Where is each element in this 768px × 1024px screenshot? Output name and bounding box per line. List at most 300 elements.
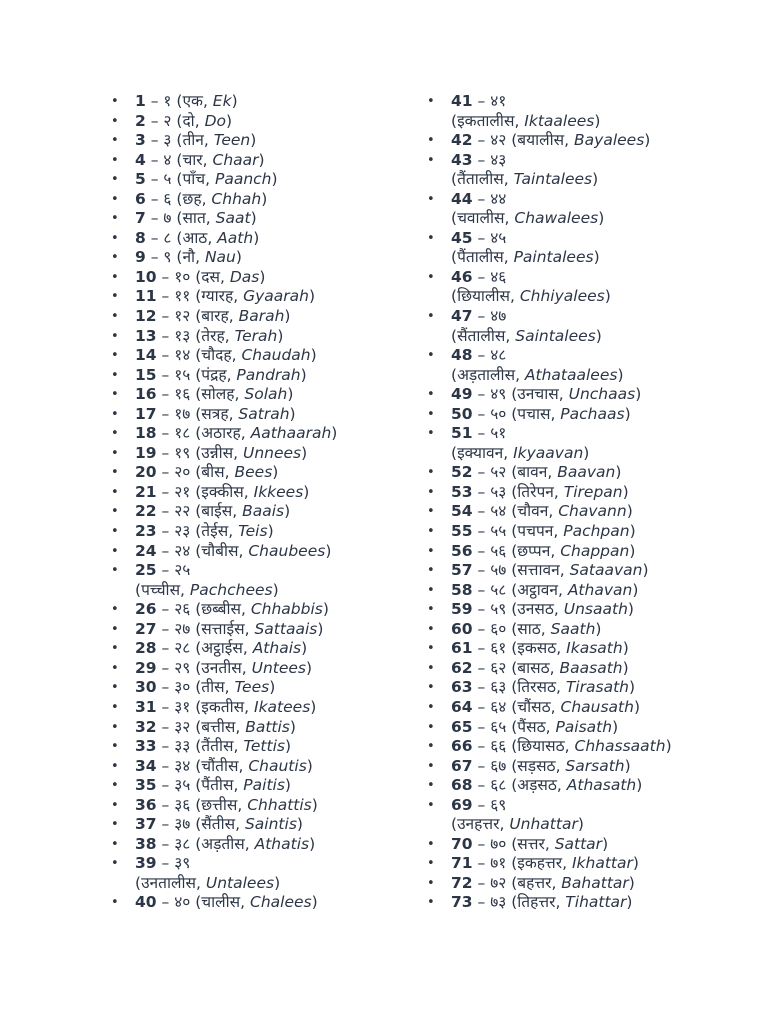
- devanagari-numeral: ६१: [490, 639, 507, 658]
- romanized-word: Bayalees: [574, 131, 645, 150]
- romanized-word: Teen: [213, 131, 251, 150]
- list-item: • 32 – ३२ (बत्तीस, Battis): [135, 718, 425, 738]
- list-item: • 66 – ६६ (छियासठ, Chhassaath): [451, 737, 751, 757]
- number-label: 57: [451, 561, 473, 580]
- romanized-word: Chhattis: [247, 795, 312, 814]
- number-label: 70: [451, 834, 473, 853]
- list-item: • 11 – ११ (ग्यारह, Gyaarah): [135, 287, 425, 307]
- devanagari-numeral: ३८: [174, 834, 191, 853]
- list-item: • 12 – १२ (बारह, Barah): [135, 307, 425, 327]
- hindi-word: तीन: [182, 131, 204, 150]
- hindi-word: बावन: [517, 463, 548, 482]
- devanagari-numeral: ६५: [490, 717, 507, 736]
- devanagari-numeral: २५: [174, 561, 191, 580]
- hindi-word: दस: [201, 267, 221, 286]
- hindi-word: छब्बीस: [201, 600, 241, 619]
- devanagari-numeral: ५६: [490, 541, 507, 560]
- list-item: • 61 – ६१ (इकसठ, Ikasath): [451, 639, 751, 659]
- list-item: • 73 – ७३ (तिहत्तर, Tihattar): [451, 893, 751, 913]
- romanized-word: Chaudah: [241, 346, 311, 365]
- romanized-word: Gyaarah: [243, 287, 309, 306]
- number-label: 27: [135, 619, 157, 638]
- number-label: 61: [451, 639, 473, 658]
- number-label: 36: [135, 795, 157, 814]
- romanized-word: Saath: [550, 619, 596, 638]
- list-item: • 54 – ५४ (चौवन, Chavann): [451, 502, 751, 522]
- number-label: 52: [451, 463, 473, 482]
- devanagari-numeral: ४४: [490, 189, 507, 208]
- numbers-list-left-column: [135, 92, 425, 913]
- list-item: • 31 – ३१ (इकतीस, Ikatees): [135, 698, 425, 718]
- romanized-word: Saat: [215, 209, 251, 228]
- hindi-word: छह: [182, 189, 202, 208]
- list-item: • 36 – ३६ (छत्तीस, Chhattis): [135, 796, 425, 816]
- devanagari-numeral: १०: [174, 267, 191, 286]
- romanized-word: Sataavan: [569, 561, 643, 580]
- devanagari-numeral: ६८: [490, 776, 507, 795]
- list-item: • 65 – ६५ (पैंसठ, Paisath): [451, 718, 751, 738]
- list-item: • 1 – १ (एक, Ek): [135, 92, 425, 112]
- devanagari-numeral: १८: [174, 424, 191, 443]
- number-label: 68: [451, 776, 473, 795]
- hindi-word: छत्तीस: [201, 795, 238, 814]
- devanagari-numeral: ३१: [174, 697, 191, 716]
- romanized-word: Unchaas: [568, 385, 636, 404]
- list-item: • 39 – ३९ (उनतालीस, Untalees): [135, 854, 425, 893]
- devanagari-numeral: २६: [174, 600, 191, 619]
- romanized-word: Do: [204, 111, 226, 130]
- hindi-word: बहत्तर: [517, 873, 552, 892]
- number-label: 9: [135, 248, 146, 267]
- hindi-word: पचपन: [517, 522, 554, 541]
- list-item: • 72 – ७२ (बहत्तर, Bahattar): [451, 874, 751, 894]
- number-label: 1: [135, 92, 146, 110]
- number-label: 42: [451, 131, 473, 150]
- list-item: • 15 – १५ (पंद्रह, Pandrah): [135, 366, 425, 386]
- list-item: • 42 – ४२ (बयालीस, Bayalees): [451, 131, 751, 151]
- hindi-word: दो: [182, 111, 195, 130]
- number-label: 37: [135, 815, 157, 834]
- devanagari-numeral: ३२: [174, 717, 191, 736]
- hindi-word: पाँच: [182, 170, 206, 189]
- number-label: 41: [451, 92, 473, 110]
- list-item: • 43 – ४३ (तैंतालीस, Taintalees): [451, 151, 751, 190]
- list-item: • 23 – २३ (तेईस, Teis): [135, 522, 425, 542]
- devanagari-numeral: ६०: [490, 619, 507, 638]
- number-label: 11: [135, 287, 157, 306]
- hindi-word: चौवन: [517, 502, 549, 521]
- devanagari-numeral: ३७: [174, 815, 191, 834]
- number-label: 48: [451, 346, 473, 365]
- list-item: • 68 – ६८ (अड़सठ, Athasath): [451, 776, 751, 796]
- hindi-word: अड़तीस: [201, 834, 245, 853]
- list-item: • 40 – ४० (चालीस, Chalees): [135, 893, 425, 913]
- list-item: • 47 – ४७ (सैंतालीस, Saintalees): [451, 307, 751, 346]
- romanized-word: Tihattar: [565, 893, 627, 912]
- hindi-word: उनचास: [517, 385, 559, 404]
- list-item: • 18 – १८ (अठारह, Aathaarah): [135, 424, 425, 444]
- list-item: • 53 – ५३ (तिरेपन, Tirepan): [451, 483, 751, 503]
- hindi-word: एक: [182, 92, 203, 110]
- list-item: • 49 – ४९ (उनचास, Unchaas): [451, 385, 751, 405]
- number-label: 6: [135, 189, 146, 208]
- number-label: 19: [135, 443, 157, 462]
- romanized-word: Athatis: [254, 834, 310, 853]
- romanized-word: Ikatees: [254, 697, 311, 716]
- list-item: • 70 – ७० (सत्तर, Sattar): [451, 835, 751, 855]
- devanagari-numeral: ५४: [490, 502, 507, 521]
- hindi-word: पैंतालीस: [457, 248, 504, 267]
- list-item: • 27 – २७ (सत्ताईस, Sattaais): [135, 620, 425, 640]
- devanagari-numeral: १: [163, 92, 172, 110]
- romanized-word: Nau: [204, 248, 236, 267]
- devanagari-numeral: ४५: [490, 228, 507, 247]
- hindi-word: अट्ठावन: [517, 580, 558, 599]
- list-item: • 58 – ५८ (अट्ठावन, Athavan): [451, 581, 751, 601]
- romanized-word: Barah: [238, 307, 285, 326]
- romanized-word: Baasath: [559, 658, 623, 677]
- romanized-word: Athavan: [567, 580, 633, 599]
- number-label: 47: [451, 307, 473, 326]
- devanagari-numeral: ४१: [490, 92, 507, 110]
- hindi-word: इक्कीस: [201, 482, 244, 501]
- list-item: • 28 – २८ (अट्ठाईस, Athais): [135, 639, 425, 659]
- number-label: 45: [451, 228, 473, 247]
- romanized-word: Unhattar: [509, 815, 578, 834]
- list-item: • 6 – ६ (छह, Chhah): [135, 190, 425, 210]
- romanized-word: Ikhattar: [571, 854, 633, 873]
- list-item: • 13 – १३ (तेरह, Terah): [135, 327, 425, 347]
- devanagari-numeral: ३४: [174, 756, 191, 775]
- romanized-word: Terah: [234, 326, 278, 345]
- list-item: • 33 – ३३ (तैंतीस, Tettis): [135, 737, 425, 757]
- romanized-word: Sattar: [554, 834, 603, 853]
- devanagari-numeral: ५७: [490, 561, 507, 580]
- list-item: • 20 – २० (बीस, Bees): [135, 463, 425, 483]
- devanagari-numeral: ८: [163, 228, 172, 247]
- romanized-word: Aath: [217, 228, 254, 247]
- romanized-word: Saintis: [244, 815, 297, 834]
- romanized-word: Pachchees: [189, 580, 273, 599]
- romanized-word: Battis: [245, 717, 290, 736]
- list-item: • 38 – ३८ (अड़तीस, Athatis): [135, 835, 425, 855]
- romanized-word: Teis: [238, 522, 268, 541]
- number-label: 28: [135, 639, 157, 658]
- hindi-word: सत्ताईस: [201, 619, 245, 638]
- devanagari-numeral: २८: [174, 639, 191, 658]
- hindi-word: आठ: [182, 228, 208, 247]
- number-label: 31: [135, 697, 157, 716]
- devanagari-numeral: १५: [174, 365, 191, 384]
- number-label: 71: [451, 854, 473, 873]
- list-item: • 26 – २६ (छब्बीस, Chhabbis): [135, 600, 425, 620]
- number-label: 10: [135, 267, 157, 286]
- devanagari-numeral: ५२: [490, 463, 507, 482]
- devanagari-numeral: ७०: [490, 834, 507, 853]
- romanized-word: Chhiyalees: [519, 287, 605, 306]
- number-label: 60: [451, 619, 473, 638]
- romanized-word: Chhah: [211, 189, 262, 208]
- romanized-word: Ikkees: [253, 482, 304, 501]
- hindi-word: बयालीस: [517, 131, 565, 150]
- romanized-word: Athasath: [566, 776, 637, 795]
- list-item: • 60 – ६० (साठ, Saath): [451, 620, 751, 640]
- number-label: 46: [451, 267, 473, 286]
- number-label: 65: [451, 717, 473, 736]
- devanagari-numeral: ११: [174, 287, 191, 306]
- list-item: • 63 – ६३ (तिरसठ, Tirasath): [451, 678, 751, 698]
- number-label: 66: [451, 737, 473, 756]
- list-item: • 16 – १६ (सोलह, Solah): [135, 385, 425, 405]
- devanagari-numeral: १९: [174, 443, 191, 462]
- number-label: 33: [135, 737, 157, 756]
- number-label: 20: [135, 463, 157, 482]
- devanagari-numeral: ५: [163, 170, 172, 189]
- devanagari-numeral: ४२: [490, 131, 507, 150]
- hindi-word: चौंसठ: [517, 697, 551, 716]
- hindi-word: तिरसठ: [517, 678, 556, 697]
- number-label: 34: [135, 756, 157, 775]
- number-label: 62: [451, 658, 473, 677]
- romanized-word: Pachpan: [563, 522, 630, 541]
- hindi-word: अड़तालीस: [457, 365, 516, 384]
- number-label: 63: [451, 678, 473, 697]
- devanagari-numeral: ४०: [174, 893, 191, 912]
- number-label: 35: [135, 776, 157, 795]
- number-label: 7: [135, 209, 146, 228]
- list-item: • 2 – २ (दो, Do): [135, 112, 425, 132]
- list-item: • 8 – ८ (आठ, Aath): [135, 229, 425, 249]
- number-label: 8: [135, 228, 146, 247]
- romanized-word: Bahattar: [561, 873, 629, 892]
- devanagari-numeral: २१: [174, 482, 191, 501]
- list-item: • 67 – ६७ (सड़सठ, Sarsath): [451, 757, 751, 777]
- hindi-word: इक्यावन: [457, 443, 504, 462]
- hindi-word: छप्पन: [517, 541, 551, 560]
- devanagari-numeral: ५०: [490, 404, 507, 423]
- hindi-word: तिहत्तर: [517, 893, 556, 912]
- hindi-word: सत्तावन: [517, 561, 560, 580]
- romanized-word: Untalees: [205, 873, 275, 892]
- hindi-word: तिरेपन: [517, 482, 554, 501]
- hindi-word: साठ: [517, 619, 541, 638]
- devanagari-numeral: २२: [174, 502, 191, 521]
- list-item: • 71 – ७१ (इकहत्तर, Ikhattar): [451, 854, 751, 874]
- number-label: 23: [135, 522, 157, 541]
- number-label: 16: [135, 385, 157, 404]
- hindi-word: तैंतालीस: [457, 170, 504, 189]
- hindi-word: इकतीस: [201, 697, 245, 716]
- list-item: • 29 – २९ (उनतीस, Untees): [135, 659, 425, 679]
- number-label: 44: [451, 189, 473, 208]
- hindi-word: पैंसठ: [517, 717, 546, 736]
- list-item: • 46 – ४६ (छियालीस, Chhiyalees): [451, 268, 751, 307]
- list-item: • 24 – २४ (चौबीस, Chaubees): [135, 542, 425, 562]
- hindi-word: चौदह: [201, 346, 232, 365]
- list-item: • 41 – ४१ (इकतालीस, Iktaalees): [451, 92, 751, 131]
- romanized-word: Pachaas: [560, 404, 625, 423]
- devanagari-numeral: ३५: [174, 776, 191, 795]
- romanized-word: Athataalees: [524, 365, 618, 384]
- list-item: • 56 – ५६ (छप्पन, Chappan): [451, 542, 751, 562]
- hindi-word: सड़सठ: [517, 756, 556, 775]
- number-label: 2: [135, 111, 146, 130]
- list-item: • 30 – ३० (तीस, Tees): [135, 678, 425, 698]
- hindi-word: इकतालीस: [457, 111, 515, 130]
- romanized-word: Bees: [234, 463, 273, 482]
- hindi-word: पच्चीस: [141, 580, 181, 599]
- number-label: 53: [451, 482, 473, 501]
- romanized-word: Taintalees: [513, 170, 593, 189]
- number-label: 25: [135, 561, 157, 580]
- romanized-word: Chhabbis: [250, 600, 323, 619]
- hindi-word: सत्तर: [517, 834, 545, 853]
- list-item: • 52 – ५२ (बावन, Baavan): [451, 463, 751, 483]
- romanized-word: Unsaath: [563, 600, 628, 619]
- hindi-word: ग्यारह: [201, 287, 234, 306]
- romanized-word: Tettis: [243, 737, 285, 756]
- devanagari-numeral: ४९: [490, 385, 507, 404]
- devanagari-numeral: ९: [163, 248, 172, 267]
- romanized-word: Baais: [242, 502, 285, 521]
- hindi-word: पैंतीस: [201, 776, 234, 795]
- list-item: • 35 – ३५ (पैंतीस, Paitis): [135, 776, 425, 796]
- devanagari-numeral: २०: [174, 463, 191, 482]
- number-label: 49: [451, 385, 473, 404]
- devanagari-numeral: ३: [163, 131, 172, 150]
- devanagari-numeral: ७१: [490, 854, 507, 873]
- devanagari-numeral: २: [163, 111, 172, 130]
- list-item: • 34 – ३४ (चौंतीस, Chautis): [135, 757, 425, 777]
- number-label: 72: [451, 873, 473, 892]
- hindi-word: इकहत्तर: [517, 854, 563, 873]
- list-item: • 4 – ४ (चार, Chaar): [135, 151, 425, 171]
- devanagari-numeral: ७२: [490, 873, 507, 892]
- number-label: 17: [135, 404, 157, 423]
- number-label: 15: [135, 365, 157, 384]
- romanized-word: Chavann: [558, 502, 627, 521]
- devanagari-numeral: ६७: [490, 756, 507, 775]
- devanagari-numeral: १६: [174, 385, 191, 404]
- romanized-word: Tirasath: [565, 678, 629, 697]
- list-item: • 57 – ५७ (सत्तावन, Sataavan): [451, 561, 751, 581]
- devanagari-numeral: ४६: [490, 267, 507, 286]
- romanized-word: Paisath: [555, 717, 613, 736]
- devanagari-numeral: २७: [174, 619, 191, 638]
- devanagari-numeral: ३९: [174, 854, 191, 873]
- list-item: • 7 – ७ (सात, Saat): [135, 209, 425, 229]
- number-label: 4: [135, 150, 146, 169]
- hindi-word: पंद्रह: [201, 365, 227, 384]
- hindi-word: पचास: [517, 404, 551, 423]
- list-item: • 37 – ३७ (सैंतीस, Saintis): [135, 815, 425, 835]
- romanized-word: Tees: [234, 678, 270, 697]
- romanized-word: Paanch: [214, 170, 272, 189]
- devanagari-numeral: २४: [174, 541, 191, 560]
- romanized-word: Chhassaath: [574, 737, 666, 756]
- hindi-word: छियालीस: [457, 287, 510, 306]
- list-item: • 59 – ५९ (उनसठ, Unsaath): [451, 600, 751, 620]
- number-label: 3: [135, 131, 146, 150]
- devanagari-numeral: १२: [174, 307, 191, 326]
- romanized-word: Pandrah: [236, 365, 301, 384]
- devanagari-numeral: २९: [174, 658, 191, 677]
- romanized-word: Paintalees: [513, 248, 594, 267]
- number-label: 29: [135, 658, 157, 677]
- devanagari-numeral: ६: [163, 189, 172, 208]
- romanized-word: Solah: [244, 385, 288, 404]
- hindi-word: चार: [182, 150, 203, 169]
- devanagari-numeral: ६६: [490, 737, 507, 756]
- list-item: • 48 – ४८ (अड़तालीस, Athataalees): [451, 346, 751, 385]
- hindi-word: तेरह: [201, 326, 225, 345]
- romanized-word: Chautis: [248, 756, 307, 775]
- list-item: • 21 – २१ (इक्कीस, Ikkees): [135, 483, 425, 503]
- romanized-word: Iktaalees: [524, 111, 595, 130]
- hindi-word: उनहत्तर: [457, 815, 500, 834]
- number-label: 12: [135, 307, 157, 326]
- devanagari-numeral: ४८: [490, 346, 507, 365]
- devanagari-numeral: ४: [163, 150, 172, 169]
- devanagari-numeral: ५८: [490, 580, 507, 599]
- devanagari-numeral: १३: [174, 326, 191, 345]
- hindi-word: चौंतीस: [201, 756, 239, 775]
- hindi-word: बाईस: [201, 502, 233, 521]
- romanized-word: Sattaais: [254, 619, 318, 638]
- devanagari-numeral: ४३: [490, 150, 507, 169]
- number-label: 55: [451, 522, 473, 541]
- number-label: 32: [135, 717, 157, 736]
- hindi-word: चालीस: [201, 893, 241, 912]
- number-label: 56: [451, 541, 473, 560]
- romanized-word: Ikyaavan: [513, 443, 584, 462]
- devanagari-numeral: ६९: [490, 795, 507, 814]
- romanized-word: Aathaarah: [250, 424, 332, 443]
- list-item: • 55 – ५५ (पचपन, Pachpan): [451, 522, 751, 542]
- number-label: 73: [451, 893, 473, 912]
- devanagari-numeral: १७: [174, 404, 191, 423]
- hindi-word: सैंतीस: [201, 815, 236, 834]
- devanagari-numeral: ३३: [174, 737, 191, 756]
- romanized-word: Chaubees: [248, 541, 326, 560]
- devanagari-numeral: ३०: [174, 678, 191, 697]
- number-label: 22: [135, 502, 157, 521]
- hindi-word: उन्नीस: [201, 443, 234, 462]
- romanized-word: Chalees: [250, 893, 312, 912]
- devanagari-numeral: ६२: [490, 658, 507, 677]
- hindi-word: चवालीस: [457, 209, 505, 228]
- hindi-word: इकसठ: [517, 639, 557, 658]
- number-label: 69: [451, 795, 473, 814]
- romanized-word: Unnees: [242, 443, 302, 462]
- romanized-word: Chaar: [212, 150, 259, 169]
- romanized-word: Tirepan: [563, 482, 623, 501]
- number-label: 58: [451, 580, 473, 599]
- hindi-word: अट्ठाईस: [201, 639, 243, 658]
- hindi-word: अड़सठ: [517, 776, 557, 795]
- romanized-word: Sarsath: [565, 756, 625, 775]
- number-label: 24: [135, 541, 157, 560]
- list-item: • 3 – ३ (तीन, Teen): [135, 131, 425, 151]
- hindi-word: उनसठ: [517, 600, 554, 619]
- romanized-word: Chausath: [560, 697, 634, 716]
- number-label: 14: [135, 346, 157, 365]
- hindi-word: बत्तीस: [201, 717, 236, 736]
- list-item: • 50 – ५० (पचास, Pachaas): [451, 405, 751, 425]
- romanized-word: Paitis: [243, 776, 285, 795]
- list-item: • 69 – ६९ (उनहत्तर, Unhattar): [451, 796, 751, 835]
- list-item: • 22 – २२ (बाईस, Baais): [135, 502, 425, 522]
